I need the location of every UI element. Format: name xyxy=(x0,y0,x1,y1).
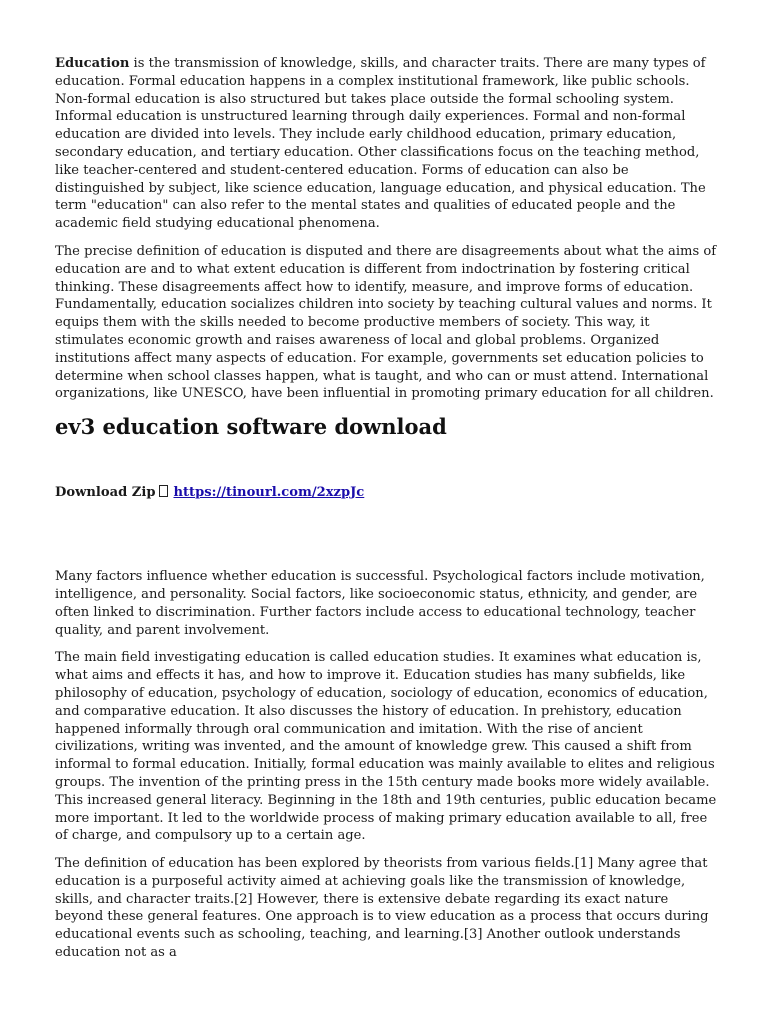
lead-term: Education xyxy=(55,56,130,71)
download-row xyxy=(55,484,717,502)
spacer xyxy=(55,502,717,568)
paragraph-definition: The precise definition of education is disputed and there are disagreements about what the aims of education are and to what extent education is different from indoctrination by fostering critical thinking. These disagreements affect how to identify, measure, and improve forms of education. Fundamentally, education socializes children into society by teaching cultural values and norms. It equips them with the skills needed to become productive members of society. This way, it stimulates economic growth and raises awareness of local and global problems. Organized institutions affect many aspects of education. For example, governments set education policies to determine when school classes happen, what is taught, and who can or must attend. International organizations, like UNESCO, have been influential in promoting primary education for all children. xyxy=(55,243,717,402)
missing-glyph-icon xyxy=(159,485,168,497)
intro-text: is the transmission of knowledge, skills, and character traits. There are many types of education. Formal education happens in a complex institutional framework, like public schools. Non-formal education is also structured but takes place outside the formal schooling system. Informal education is unstructured learning through daily experiences. Formal and non-formal education are divided into levels. They include early childhood education, primary education, secondary education, and tertiary education. Other classifications focus on the teaching method, like teacher-centered and student-centered education. Forms of education can also be distinguished by subject, like science education, language education, and physical education. The term "education" can also refer to the mental states and qualities of educated people and the academic field studying educational phenomena. xyxy=(55,56,706,232)
paragraph-history: The main field investigating education is called education studies. It examines what education is, what aims and effects it has, and how to improve it. Education studies has many subfields, like philosophy of education, psychology of education, sociology of education, economics of education, and comparative education. It also discusses the history of education. In prehistory, education happened informally through oral communication and imitation. With the rise of ancient civilizations, writing was invented, and the amount of knowledge grew. This caused a shift from informal to formal education. Initially, formal education was mainly available to elites and religious groups. The invention of the printing press in the 15th century made books more widely available. This increased general literacy. Beginning in the 18th and 19th centuries, public education became more important. It led to the worldwide process of making primary education available to all, free of charge, and compulsory up to a certain age. xyxy=(55,650,717,844)
download-label: Download Zip xyxy=(55,485,156,501)
paragraph-theory: The definition of education has been explored by theorists from various fields.[1] Many agree that education is a purposeful activity aimed at achieving goals like the transmission of knowledge, skills, and character traits.[2] However, there is extensive debate regarding its exact nature beyond these general features. One approach is to view education as a process that occurs during educational events such as schooling, teaching, and learning.[3] Another outlook understands education not as a xyxy=(55,856,709,961)
paragraph-factors: Many factors influence whether education is successful. Psychological factors include motivation, intelligence, and personality. Social factors, like socioeconomic status, ethnicity, and gender, are often linked to discrimination. Further factors include access to educational technology, teacher quality, and parent involvement. xyxy=(55,569,705,638)
paragraph-intro xyxy=(55,55,717,233)
download-link[interactable]: https://tinourl.com/2xzpJc xyxy=(173,485,365,501)
document-page xyxy=(55,55,717,972)
page-heading: ev3 education software download xyxy=(55,414,447,440)
